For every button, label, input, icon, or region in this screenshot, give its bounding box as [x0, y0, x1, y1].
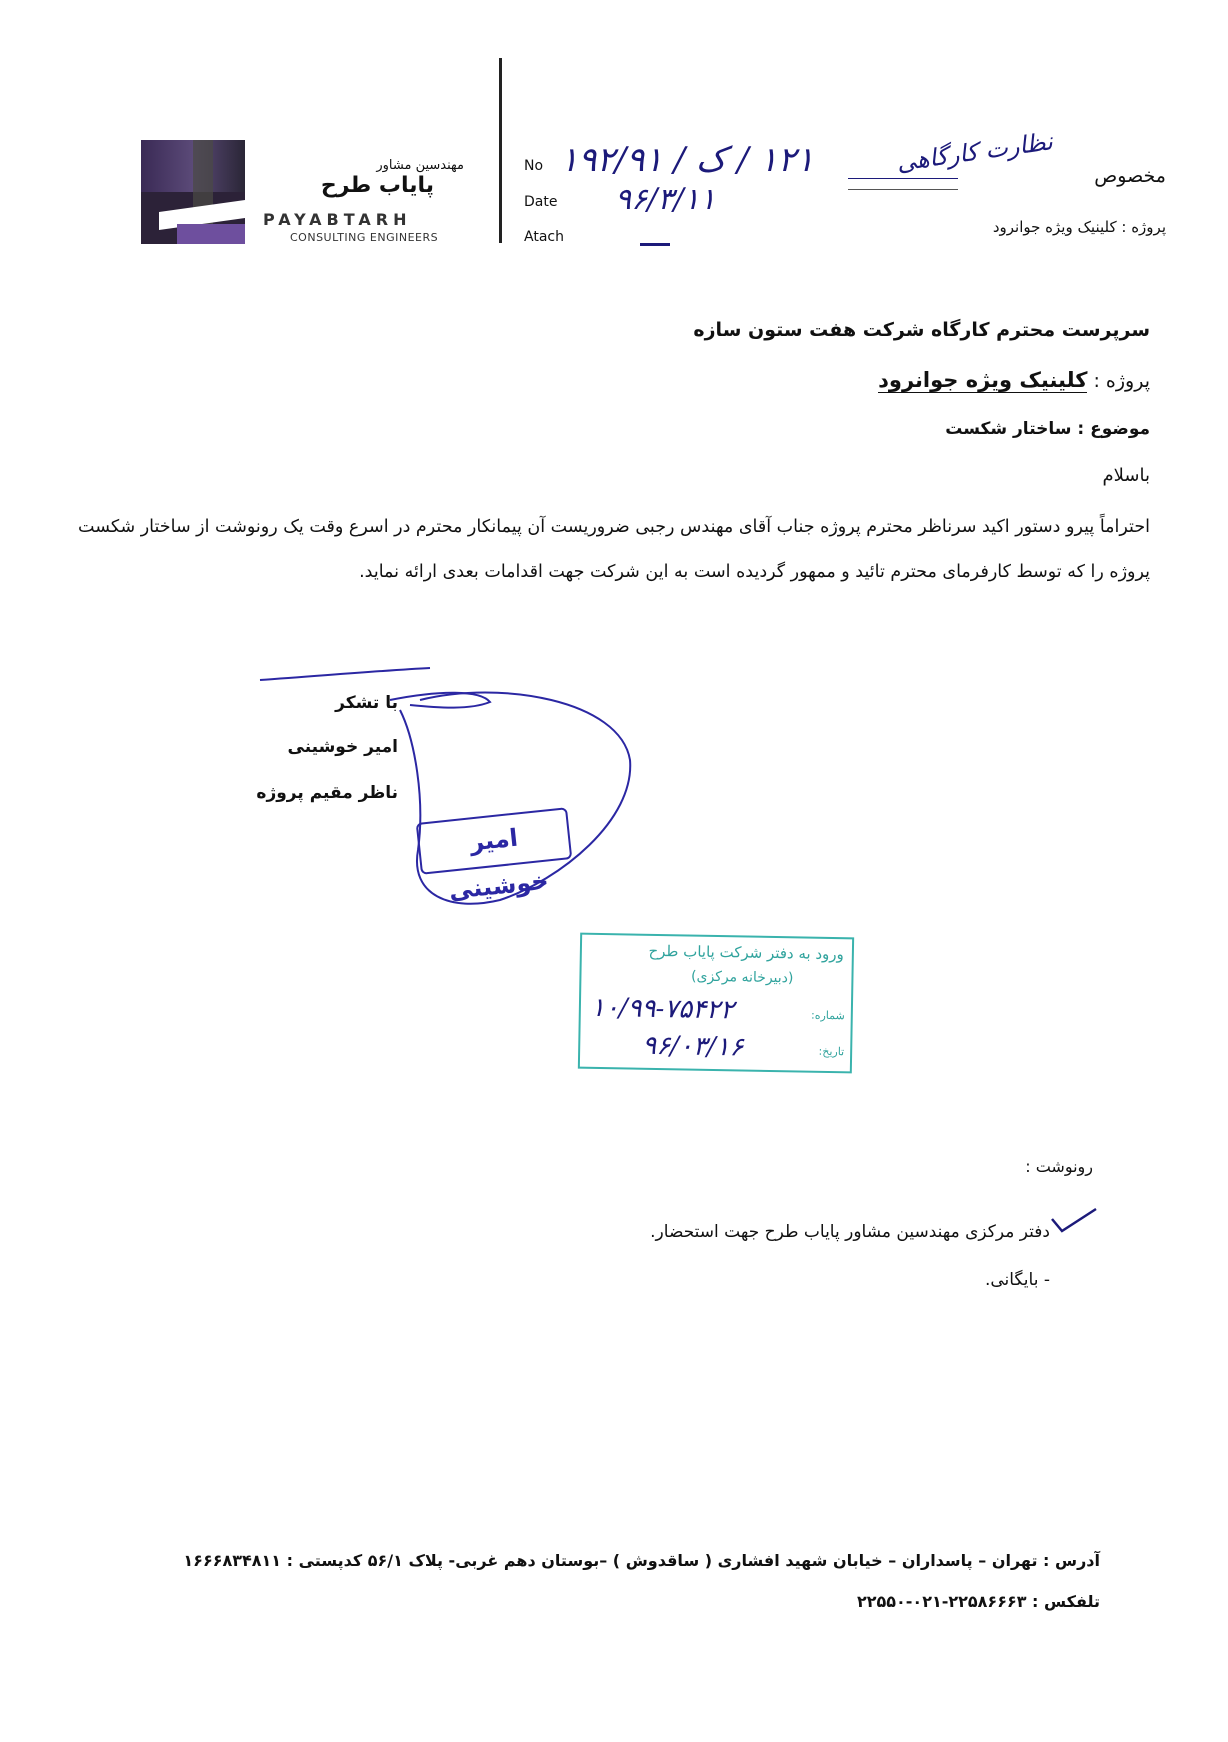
footer-address: آدرس : تهران – پاسداران – خیابان شهید افشاری ( ساقدوش ) –بوستان دهم غربی- پلاک ۵۶/۱ کدپستی : ۱۶۶۶۸۳۴۸۱۱ — [183, 1551, 1100, 1570]
project-value: کلینیک ویژه جوانرود — [878, 368, 1088, 392]
copy-item-archive: - بایگانی. — [984, 1270, 1050, 1290]
receipt-stamp — [578, 933, 854, 1074]
subject-line: موضوع : ساختار شکست — [945, 419, 1150, 439]
receipt-date-label: تاریخ: — [818, 1044, 845, 1059]
project-header: پروژه : کلینیک ویژه جوانرود — [992, 218, 1166, 236]
firm-logo — [141, 140, 245, 244]
attach-label: Atach — [524, 229, 564, 245]
department-handwritten: نظارت کارگاهی — [894, 127, 1055, 177]
letter-body: احتراماً پیرو دستور اکید سرناظر محترم پروژه جناب آقای مهندس رجبی ضروریست آن پیمانکار محترم در اسرع وقت یک رونوشت از ساختار شکست پروژه را که توسط کارفرمای محترم تائید و ممهور گردیده است به این شرکت جهت اقدامات بعدی ارائه نماید. — [78, 517, 1150, 582]
firm-small-label: مهندسین مشاور — [376, 158, 464, 173]
footer-fax: تلفکس : ۲۲۵۸۶۶۶۳-۰۲۱-۲۲۵۵۰ — [856, 1592, 1100, 1611]
department-prefix: مخصوص — [1094, 165, 1166, 187]
signer-title: ناظر مقیم پروژه — [256, 783, 398, 803]
signer-name: امیر خوشینی — [287, 737, 398, 757]
letter-number: ۱۲۱ / ک / ۱۹۲/۹۱ — [560, 140, 815, 180]
copy-item-central-office: دفتر مرکزی مهندسین مشاور پایاب طرح جهت استحضار. — [650, 1222, 1050, 1242]
header-divider — [499, 58, 502, 243]
receipt-date-value: ۹۶/۰۳/۱۶ — [641, 1030, 744, 1063]
name-stamp-text: امیر خوشینی — [447, 823, 550, 905]
firm-name-fa: پایاب طرح — [320, 173, 434, 198]
firm-subtitle-en: CONSULTING ENGINEERS — [290, 231, 439, 244]
receipt-number-label: شماره: — [810, 1008, 845, 1023]
department-underline — [848, 178, 958, 179]
date-label: Date — [524, 194, 558, 210]
addressee: سرپرست محترم کارگاه شرکت هفت ستون سازه — [693, 319, 1150, 341]
copies-label: رونوشت : — [1025, 1157, 1093, 1176]
receipt-stamp-line1: ورود به دفتر شرکت پایاب طرح — [648, 941, 845, 964]
check-mark-icon — [1050, 1205, 1098, 1235]
receipt-number-value: ۱۰/۹۹-۷۵۴۲۲ — [590, 992, 735, 1026]
no-label: No — [524, 158, 544, 174]
closing-thanks: با تشکر — [335, 693, 398, 713]
firm-name-en: PAYABTARH — [263, 210, 412, 229]
project-line — [878, 368, 1150, 392]
attach-dash — [640, 243, 670, 246]
department-underline-2 — [848, 189, 958, 190]
letter-date: ۹۶/۳/۱۱ — [615, 182, 716, 217]
receipt-stamp-line2: (دبیرخانه مرکزی) — [690, 968, 794, 987]
project-label: پروژه : — [1093, 370, 1150, 392]
greeting: باسلام — [1102, 465, 1150, 486]
